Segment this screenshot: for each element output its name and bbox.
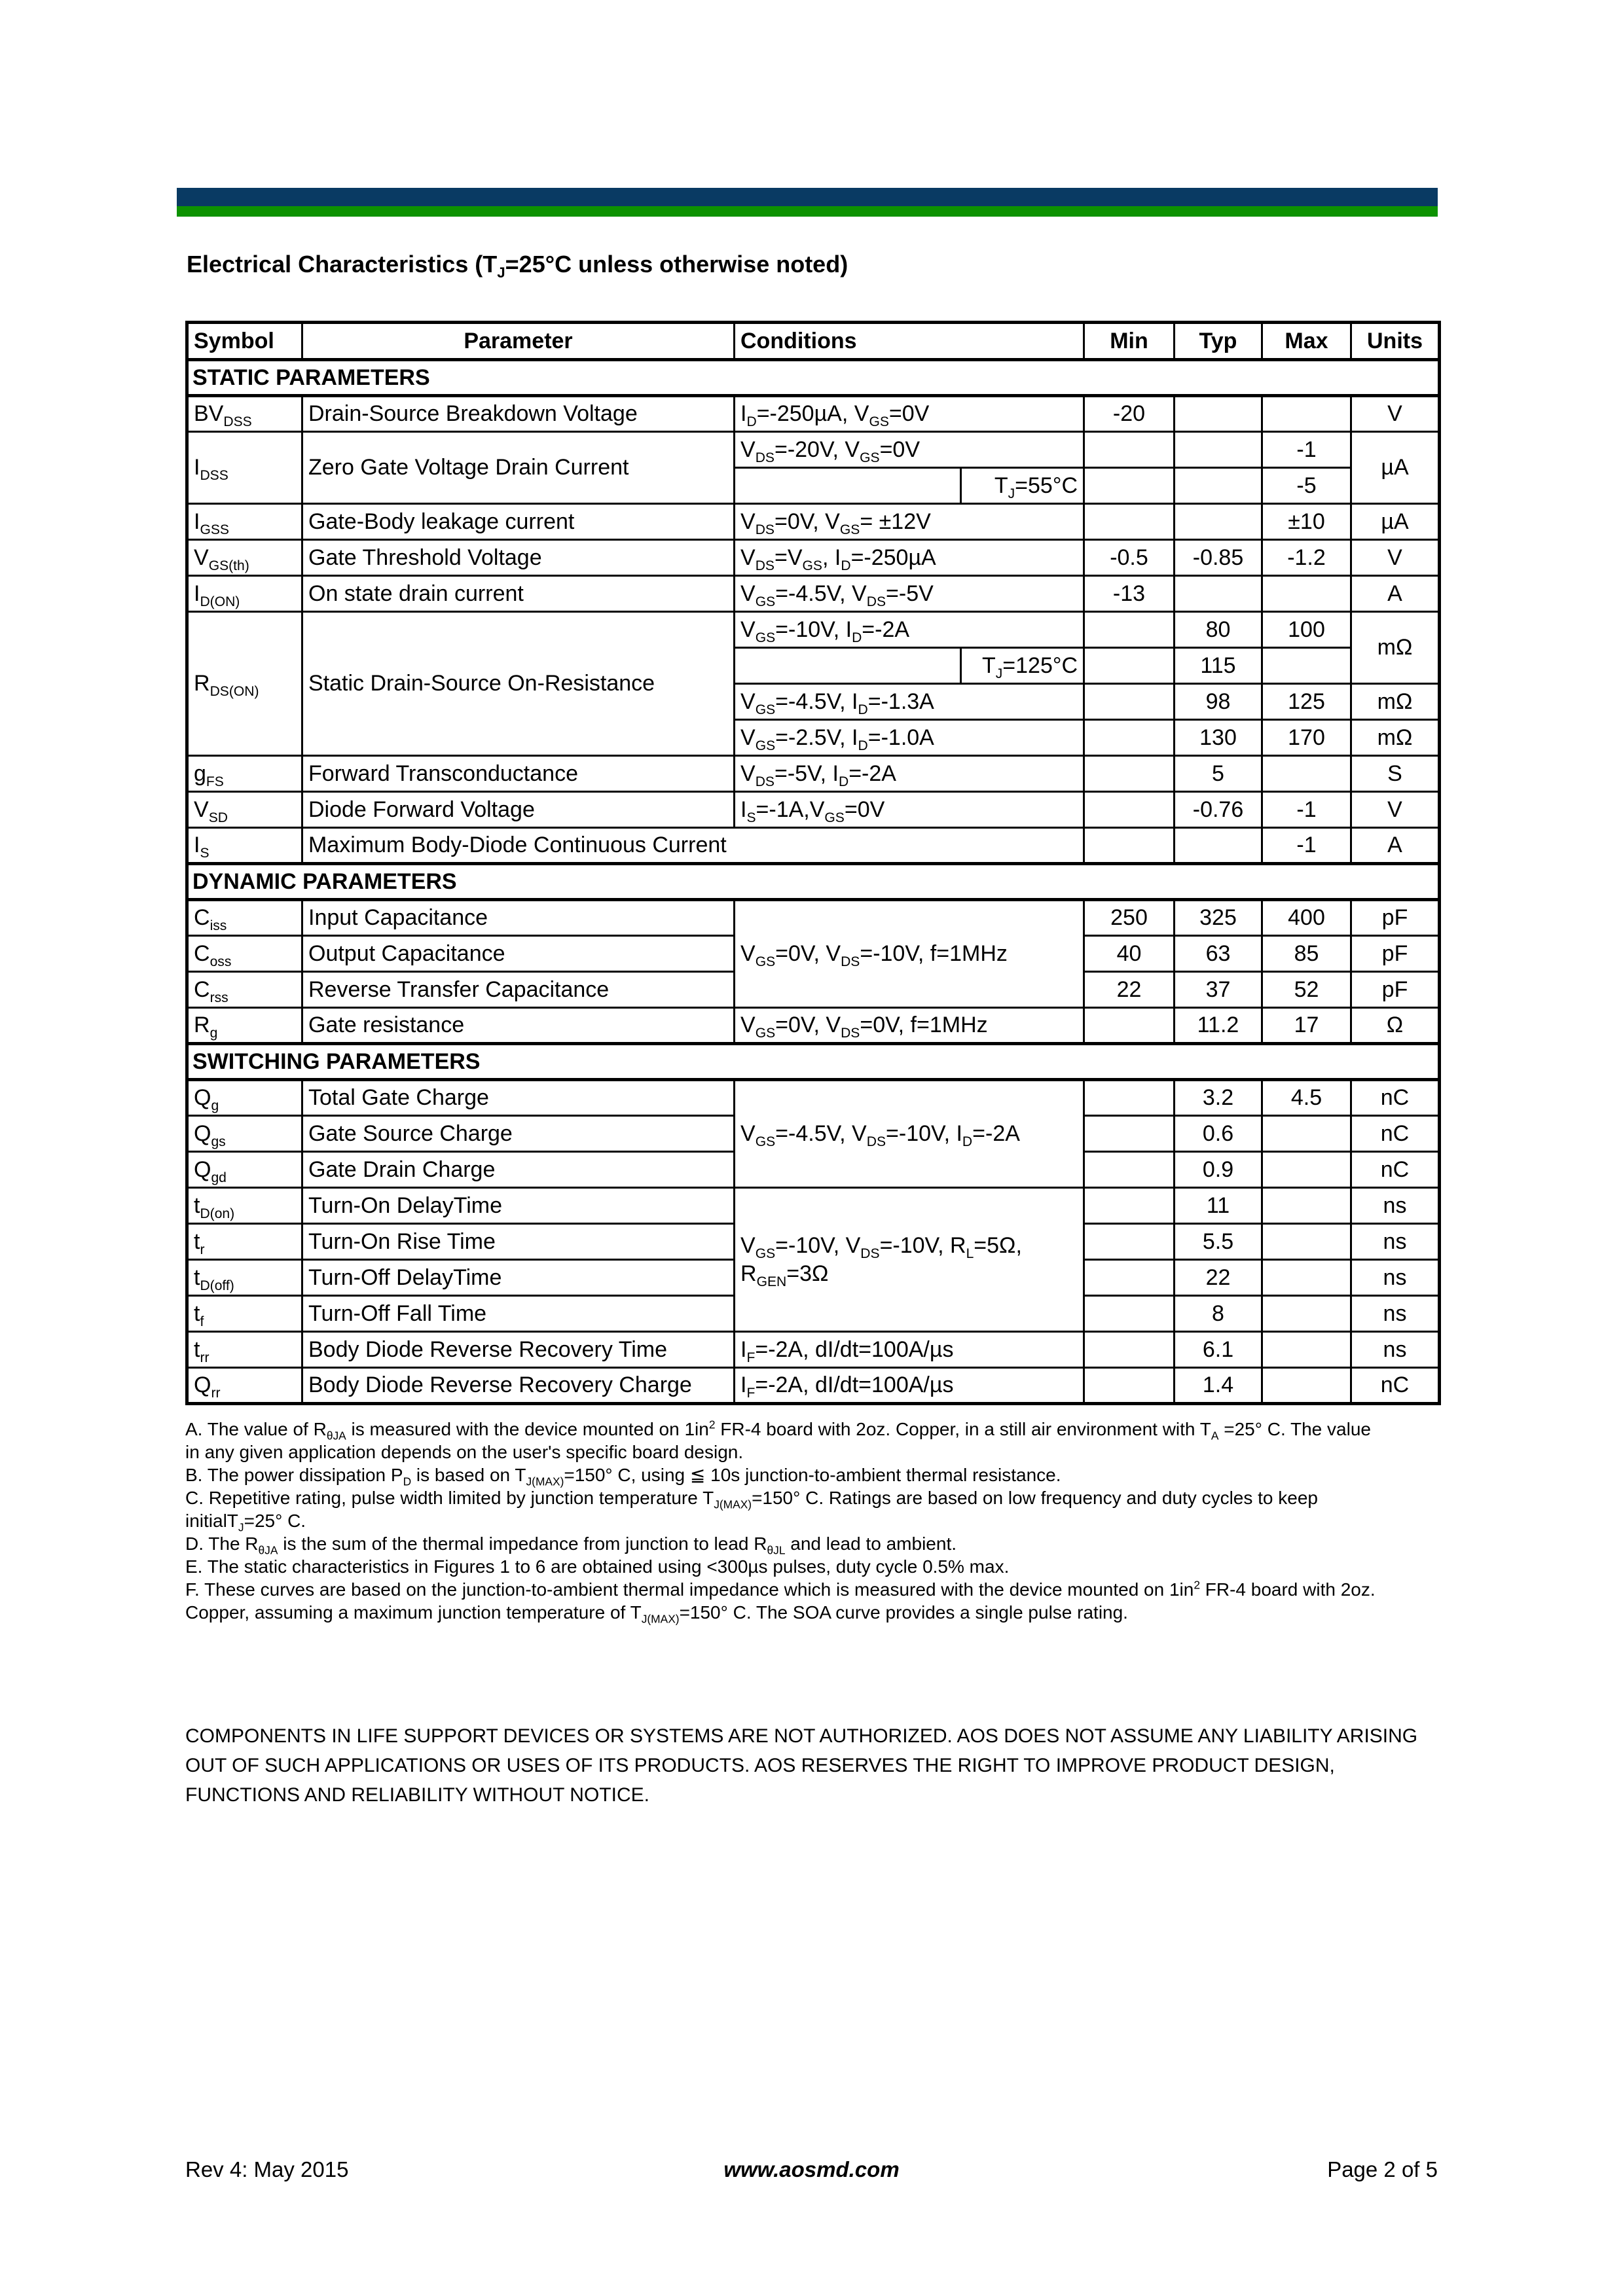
- footnote-line: Copper, assuming a maximum junction temperature of $T_{J(MAX)}=150^\circ$ C. The SOA curve provides a single pulse rating.: [185, 1602, 1128, 1626]
- units-cell: ns: [1351, 1188, 1440, 1224]
- min-cell: 250: [1084, 900, 1175, 936]
- page-title: Electrical Characteristics ($T_J=25^\circ C$ unless otherwise noted): [187, 251, 848, 281]
- conditions-cell: $V_{DS}=V_{GS}$, $I_D=-250\mu A$: [735, 540, 1084, 576]
- units-cell: A: [1351, 828, 1440, 864]
- typ-cell: 1.4: [1175, 1368, 1262, 1404]
- conditions-cell: $V_{GS}=-4.5V$, $V_{DS}=-5V$: [735, 576, 1084, 612]
- electrical-characteristics-table: [185, 321, 1438, 1405]
- conditions-cell: $I_S=-1A,V_{GS}=0V$: [735, 792, 1084, 828]
- typ-cell: [1175, 504, 1262, 540]
- footnote-line: in any given application depends on the user's specific board design.: [185, 1442, 744, 1462]
- footnote-line: A. The value of $R_{\theta JA}$ is measured with the device mounted on $1in^2$ FR-4 board with 2oz. Copper, in a still air environment with $T_A =25^\circ$ C. The value: [185, 1418, 1371, 1443]
- section-row-dynamic: [187, 864, 1440, 900]
- symbol-cell: $I_S$: [187, 828, 302, 864]
- table-row-is: [187, 828, 1440, 864]
- parameter-cell: Turn-On DelayTime: [302, 1188, 735, 1224]
- min-cell: 40: [1084, 936, 1175, 972]
- parameter-cell: Turn-Off Fall Time: [302, 1296, 735, 1332]
- min-cell: 22: [1084, 972, 1175, 1008]
- symbol-cell: $t_{D(on)}$: [187, 1188, 302, 1224]
- max-cell: [1262, 1116, 1351, 1152]
- footnote-line: F. These curves are based on the junction-to-ambient thermal impedance which is measured with the device mounted on $1in^2$ FR-4 board with 2oz.: [185, 1578, 1376, 1600]
- max-cell: [1262, 1188, 1351, 1224]
- max-cell: [1262, 1332, 1351, 1368]
- max-cell: -1.2: [1262, 540, 1351, 576]
- typ-cell: [1175, 828, 1262, 864]
- table-row-vsd: [187, 792, 1440, 828]
- max-cell: 4.5: [1262, 1080, 1351, 1116]
- typ-cell: [1175, 576, 1262, 612]
- typ-cell: 37: [1175, 972, 1262, 1008]
- typ-cell: 11: [1175, 1188, 1262, 1224]
- symbol-cell: $R_{DS(ON)}$: [187, 612, 302, 756]
- footnotes: [185, 1418, 1442, 1624]
- typ-cell: 325: [1175, 900, 1262, 936]
- units-cell: µA: [1351, 432, 1440, 504]
- conditions-cell: $V_{DS}=0V$, $V_{GS}= \pm 12V$: [735, 504, 1084, 540]
- units-cell: V: [1351, 792, 1440, 828]
- page-number: Page 2 of 5: [1327, 2157, 1438, 2181]
- col-header-typ: Typ: [1175, 323, 1262, 360]
- min-cell: [1084, 648, 1175, 684]
- parameter-cell: Output Capacitance: [302, 936, 735, 972]
- typ-cell: 115: [1175, 648, 1262, 684]
- units-cell: V: [1351, 540, 1440, 576]
- parameter-cell: Gate Source Charge: [302, 1116, 735, 1152]
- parameter-cell: Body Diode Reverse Recovery Charge: [302, 1368, 735, 1404]
- min-cell: [1084, 1080, 1175, 1116]
- symbol-cell: $Q_{gs}$: [187, 1116, 302, 1152]
- conditions-cell: $I_D=-250\mu A$, $V_{GS}=0V$: [735, 396, 1084, 432]
- table-row-bvdss: [187, 396, 1440, 432]
- table-row-idss: [187, 432, 1440, 468]
- max-cell: 125: [1262, 684, 1351, 720]
- conditions-cell: $V_{DS}=-5V$, $I_D=-2A$: [735, 756, 1084, 792]
- min-cell: [1084, 1152, 1175, 1188]
- parameter-cell: Forward Transconductance: [302, 756, 735, 792]
- min-cell: [1084, 468, 1175, 504]
- max-cell: [1262, 648, 1351, 684]
- parameter-cell: Static Drain-Source On-Resistance: [302, 612, 735, 756]
- conditions-cell: $V_{GS}=-10V$, $I_D=-2A$: [735, 612, 1084, 648]
- footnote-line: D. The $R_{\theta JA}$ is the sum of the thermal impedance from junction to lead $R_{\theta JL}$ and lead to ambient.: [185, 1534, 957, 1557]
- max-cell: -1: [1262, 432, 1351, 468]
- section-row-static: [187, 360, 1440, 396]
- min-cell: [1084, 792, 1175, 828]
- symbol-cell: $I_{GSS}$: [187, 504, 302, 540]
- typ-cell: 6.1: [1175, 1332, 1262, 1368]
- footnote-line: E. The static characteristics in Figures 1 to 6 are obtained using <300µs pulses, duty cycle 0.5% max.: [185, 1556, 1010, 1577]
- symbol-cell: $Q_{rr}$: [187, 1368, 302, 1404]
- typ-cell: -0.85: [1175, 540, 1262, 576]
- section-label: DYNAMIC PARAMETERS: [187, 864, 1440, 900]
- min-cell: [1084, 432, 1175, 468]
- symbol-cell: $t_f$: [187, 1296, 302, 1332]
- disclaimer-line: FUNCTIONS AND RELIABILITY WITHOUT NOTICE.: [185, 1784, 649, 1806]
- min-cell: [1084, 1224, 1175, 1260]
- conditions-cell: $V_{GS}=-4.5V$, $I_D=-1.3A$: [735, 684, 1084, 720]
- symbol-cell: $V_{GS(th)}$: [187, 540, 302, 576]
- parameter-cell: Gate resistance: [302, 1008, 735, 1044]
- header-bar-navy: [177, 188, 1438, 206]
- units-cell: A: [1351, 576, 1440, 612]
- section-row-switching: [187, 1044, 1440, 1080]
- life-support-disclaimer: [185, 1721, 1442, 1810]
- section-label: STATIC PARAMETERS: [187, 360, 1440, 396]
- parameter-cell: Gate Threshold Voltage: [302, 540, 735, 576]
- min-cell: -0.5: [1084, 540, 1175, 576]
- conditions-line-1: $V_{GS}=-10V$, $V_{DS}=-10V$, $R_L=5\Omega$,: [740, 1233, 1022, 1261]
- parameter-cell: Turn-Off DelayTime: [302, 1260, 735, 1296]
- col-header-units: Units: [1351, 323, 1440, 360]
- units-cell: ns: [1351, 1260, 1440, 1296]
- max-cell: 52: [1262, 972, 1351, 1008]
- conditions-cell: $V_{GS}=0V$, $V_{DS}=0V$, f=1MHz: [735, 1008, 1084, 1044]
- table-row-igss: [187, 504, 1440, 540]
- typ-cell: 8: [1175, 1296, 1262, 1332]
- units-cell: pF: [1351, 936, 1440, 972]
- symbol-cell: $R_g$: [187, 1008, 302, 1044]
- parameter-cell: Body Diode Reverse Recovery Time: [302, 1332, 735, 1368]
- typ-cell: 80: [1175, 612, 1262, 648]
- min-cell: [1084, 828, 1175, 864]
- units-cell: nC: [1351, 1152, 1440, 1188]
- max-cell: ±10: [1262, 504, 1351, 540]
- typ-cell: 11.2: [1175, 1008, 1262, 1044]
- parameter-cell: Input Capacitance: [302, 900, 735, 936]
- conditions-spacer-cell: [735, 468, 961, 504]
- units-cell: ns: [1351, 1332, 1440, 1368]
- conditions-cell: $V_{DS}=-20V$, $V_{GS}=0V$: [735, 432, 1084, 468]
- typ-cell: [1175, 432, 1262, 468]
- max-cell: [1262, 1368, 1351, 1404]
- symbol-cell: $t_r$: [187, 1224, 302, 1260]
- units-cell: nC: [1351, 1116, 1440, 1152]
- conditions-spacer-cell: [735, 648, 961, 684]
- disclaimer-line: COMPONENTS IN LIFE SUPPORT DEVICES OR SYSTEMS ARE NOT AUTHORIZED. AOS DOES NOT ASSUME ANY LIABILITY ARISING: [185, 1725, 1418, 1747]
- min-cell: [1084, 504, 1175, 540]
- max-cell: -1: [1262, 792, 1351, 828]
- typ-cell: 5.5: [1175, 1224, 1262, 1260]
- symbol-cell: $I_{D(ON)}$: [187, 576, 302, 612]
- min-cell: [1084, 1188, 1175, 1224]
- conditions-line-2: $R_{GEN}=3\Omega$: [740, 1261, 829, 1289]
- max-cell: 85: [1262, 936, 1351, 972]
- table-row-vgsth: [187, 540, 1440, 576]
- footnote-line: B. The power dissipation $P_D$ is based on $T_{J(MAX)}=150^\circ$ C, using ≦ 10s junction-to-ambient thermal resistance.: [185, 1465, 1061, 1488]
- max-cell: -1: [1262, 828, 1351, 864]
- max-cell: -5: [1262, 468, 1351, 504]
- table-row-rdson-vgs10: [187, 612, 1440, 648]
- parameter-cell: Maximum Body-Diode Continuous Current: [302, 828, 1084, 864]
- symbol-cell: $I_{DSS}$: [187, 432, 302, 504]
- min-cell: [1084, 1260, 1175, 1296]
- parameter-cell: Reverse Transfer Capacitance: [302, 972, 735, 1008]
- col-header-conditions: Conditions: [735, 323, 1084, 360]
- table-row-ciss: [187, 900, 1440, 936]
- symbol-cell: $C_{iss}$: [187, 900, 302, 936]
- max-cell: 17: [1262, 1008, 1351, 1044]
- units-cell: nC: [1351, 1080, 1440, 1116]
- symbol-cell: $BV_{DSS}$: [187, 396, 302, 432]
- table-row-rg: [187, 1008, 1440, 1044]
- col-header-max: Max: [1262, 323, 1351, 360]
- max-cell: [1262, 396, 1351, 432]
- min-cell: [1084, 1332, 1175, 1368]
- symbol-cell: $C_{oss}$: [187, 936, 302, 972]
- units-cell: pF: [1351, 972, 1440, 1008]
- min-cell: [1084, 684, 1175, 720]
- parameter-cell: On state drain current: [302, 576, 735, 612]
- min-cell: [1084, 1008, 1175, 1044]
- conditions-cell: $V_{GS}=-2.5V$, $I_D=-1.0A$: [735, 720, 1084, 756]
- table-row-gfs: [187, 756, 1440, 792]
- typ-cell: 0.6: [1175, 1116, 1262, 1152]
- typ-cell: [1175, 396, 1262, 432]
- header-bar-green: [177, 206, 1438, 217]
- conditions-cell: $V_{GS}=0V$, $V_{DS}=-10V$, f=1MHz: [735, 900, 1084, 1008]
- max-cell: [1262, 1296, 1351, 1332]
- units-cell: µA: [1351, 504, 1440, 540]
- units-cell: pF: [1351, 900, 1440, 936]
- parameter-cell: Turn-On Rise Time: [302, 1224, 735, 1260]
- typ-cell: 98: [1175, 684, 1262, 720]
- symbol-cell: $C_{rss}$: [187, 972, 302, 1008]
- footnote-line: C. Repetitive rating, pulse width limited by junction temperature $T_{J(MAX)}=150^\circ$ C. Ratings are based on low frequency and duty cycles to keep: [185, 1488, 1318, 1511]
- parameter-cell: Gate-Body leakage current: [302, 504, 735, 540]
- typ-cell: 3.2: [1175, 1080, 1262, 1116]
- parameter-cell: Zero Gate Voltage Drain Current: [302, 432, 735, 504]
- website-url: www.aosmd.com: [723, 2157, 900, 2181]
- table-header-row: [187, 323, 1440, 360]
- table-row-trr: [187, 1332, 1440, 1368]
- conditions-cell: $I_F=-2A$, dI/dt=100A/µs: [735, 1368, 1084, 1404]
- col-header-min: Min: [1084, 323, 1175, 360]
- table-row-tdon: [187, 1188, 1440, 1224]
- max-cell: 170: [1262, 720, 1351, 756]
- col-header-parameter: Parameter: [302, 323, 735, 360]
- typ-cell: 130: [1175, 720, 1262, 756]
- max-cell: [1262, 1224, 1351, 1260]
- page-footer: [185, 2157, 1438, 2185]
- table-row-qrr: [187, 1368, 1440, 1404]
- typ-cell: 22: [1175, 1260, 1262, 1296]
- units-cell: S: [1351, 756, 1440, 792]
- parameter-cell: Gate Drain Charge: [302, 1152, 735, 1188]
- symbol-cell: $t_{D(off)}$: [187, 1260, 302, 1296]
- min-cell: -13: [1084, 576, 1175, 612]
- symbol-cell: $g_{FS}$: [187, 756, 302, 792]
- disclaimer-line: OUT OF SUCH APPLICATIONS OR USES OF ITS PRODUCTS. AOS RESERVES THE RIGHT TO IMPROVE PRODUCT DESIGN,: [185, 1755, 1335, 1776]
- max-cell: 100: [1262, 612, 1351, 648]
- min-cell: [1084, 756, 1175, 792]
- max-cell: 400: [1262, 900, 1351, 936]
- symbol-cell: $V_{SD}$: [187, 792, 302, 828]
- typ-cell: 5: [1175, 756, 1262, 792]
- typ-cell: [1175, 468, 1262, 504]
- units-cell: mΩ: [1351, 684, 1440, 720]
- min-cell: [1084, 1296, 1175, 1332]
- min-cell: [1084, 1116, 1175, 1152]
- typ-cell: 63: [1175, 936, 1262, 972]
- typ-cell: -0.76: [1175, 792, 1262, 828]
- max-cell: [1262, 756, 1351, 792]
- table-row-idon: [187, 576, 1440, 612]
- parameter-cell: Drain-Source Breakdown Voltage: [302, 396, 735, 432]
- min-cell: -20: [1084, 396, 1175, 432]
- section-label: SWITCHING PARAMETERS: [187, 1044, 1440, 1080]
- revision-label: Rev 4: May 2015: [185, 2157, 349, 2181]
- footnote-line: initialT$_J$=25° C.: [185, 1511, 306, 1534]
- min-cell: [1084, 720, 1175, 756]
- conditions-cell: $V_{GS}=-4.5V$, $V_{DS}=-10V$, $I_D=-2A$: [735, 1080, 1084, 1188]
- max-cell: [1262, 576, 1351, 612]
- units-cell: V: [1351, 396, 1440, 432]
- conditions-cell: [735, 1188, 1084, 1332]
- table-row-qg: [187, 1080, 1440, 1116]
- units-cell: Ω: [1351, 1008, 1440, 1044]
- parameter-cell: Total Gate Charge: [302, 1080, 735, 1116]
- max-cell: [1262, 1152, 1351, 1188]
- col-header-symbol: Symbol: [187, 323, 302, 360]
- sub-condition-cell: $T_J=125^\circ C$: [961, 648, 1084, 684]
- units-cell: mΩ: [1351, 612, 1440, 684]
- symbol-cell: $t_{rr}$: [187, 1332, 302, 1368]
- units-cell: ns: [1351, 1224, 1440, 1260]
- conditions-cell: $I_F=-2A$, dI/dt=100A/µs: [735, 1332, 1084, 1368]
- units-cell: nC: [1351, 1368, 1440, 1404]
- typ-cell: 0.9: [1175, 1152, 1262, 1188]
- symbol-cell: $Q_g$: [187, 1080, 302, 1116]
- min-cell: [1084, 1368, 1175, 1404]
- symbol-cell: $Q_{gd}$: [187, 1152, 302, 1188]
- sub-condition-cell: $T_J=55^\circ C$: [961, 468, 1084, 504]
- min-cell: [1084, 612, 1175, 648]
- parameter-cell: Diode Forward Voltage: [302, 792, 735, 828]
- max-cell: [1262, 1260, 1351, 1296]
- units-cell: ns: [1351, 1296, 1440, 1332]
- units-cell: mΩ: [1351, 720, 1440, 756]
